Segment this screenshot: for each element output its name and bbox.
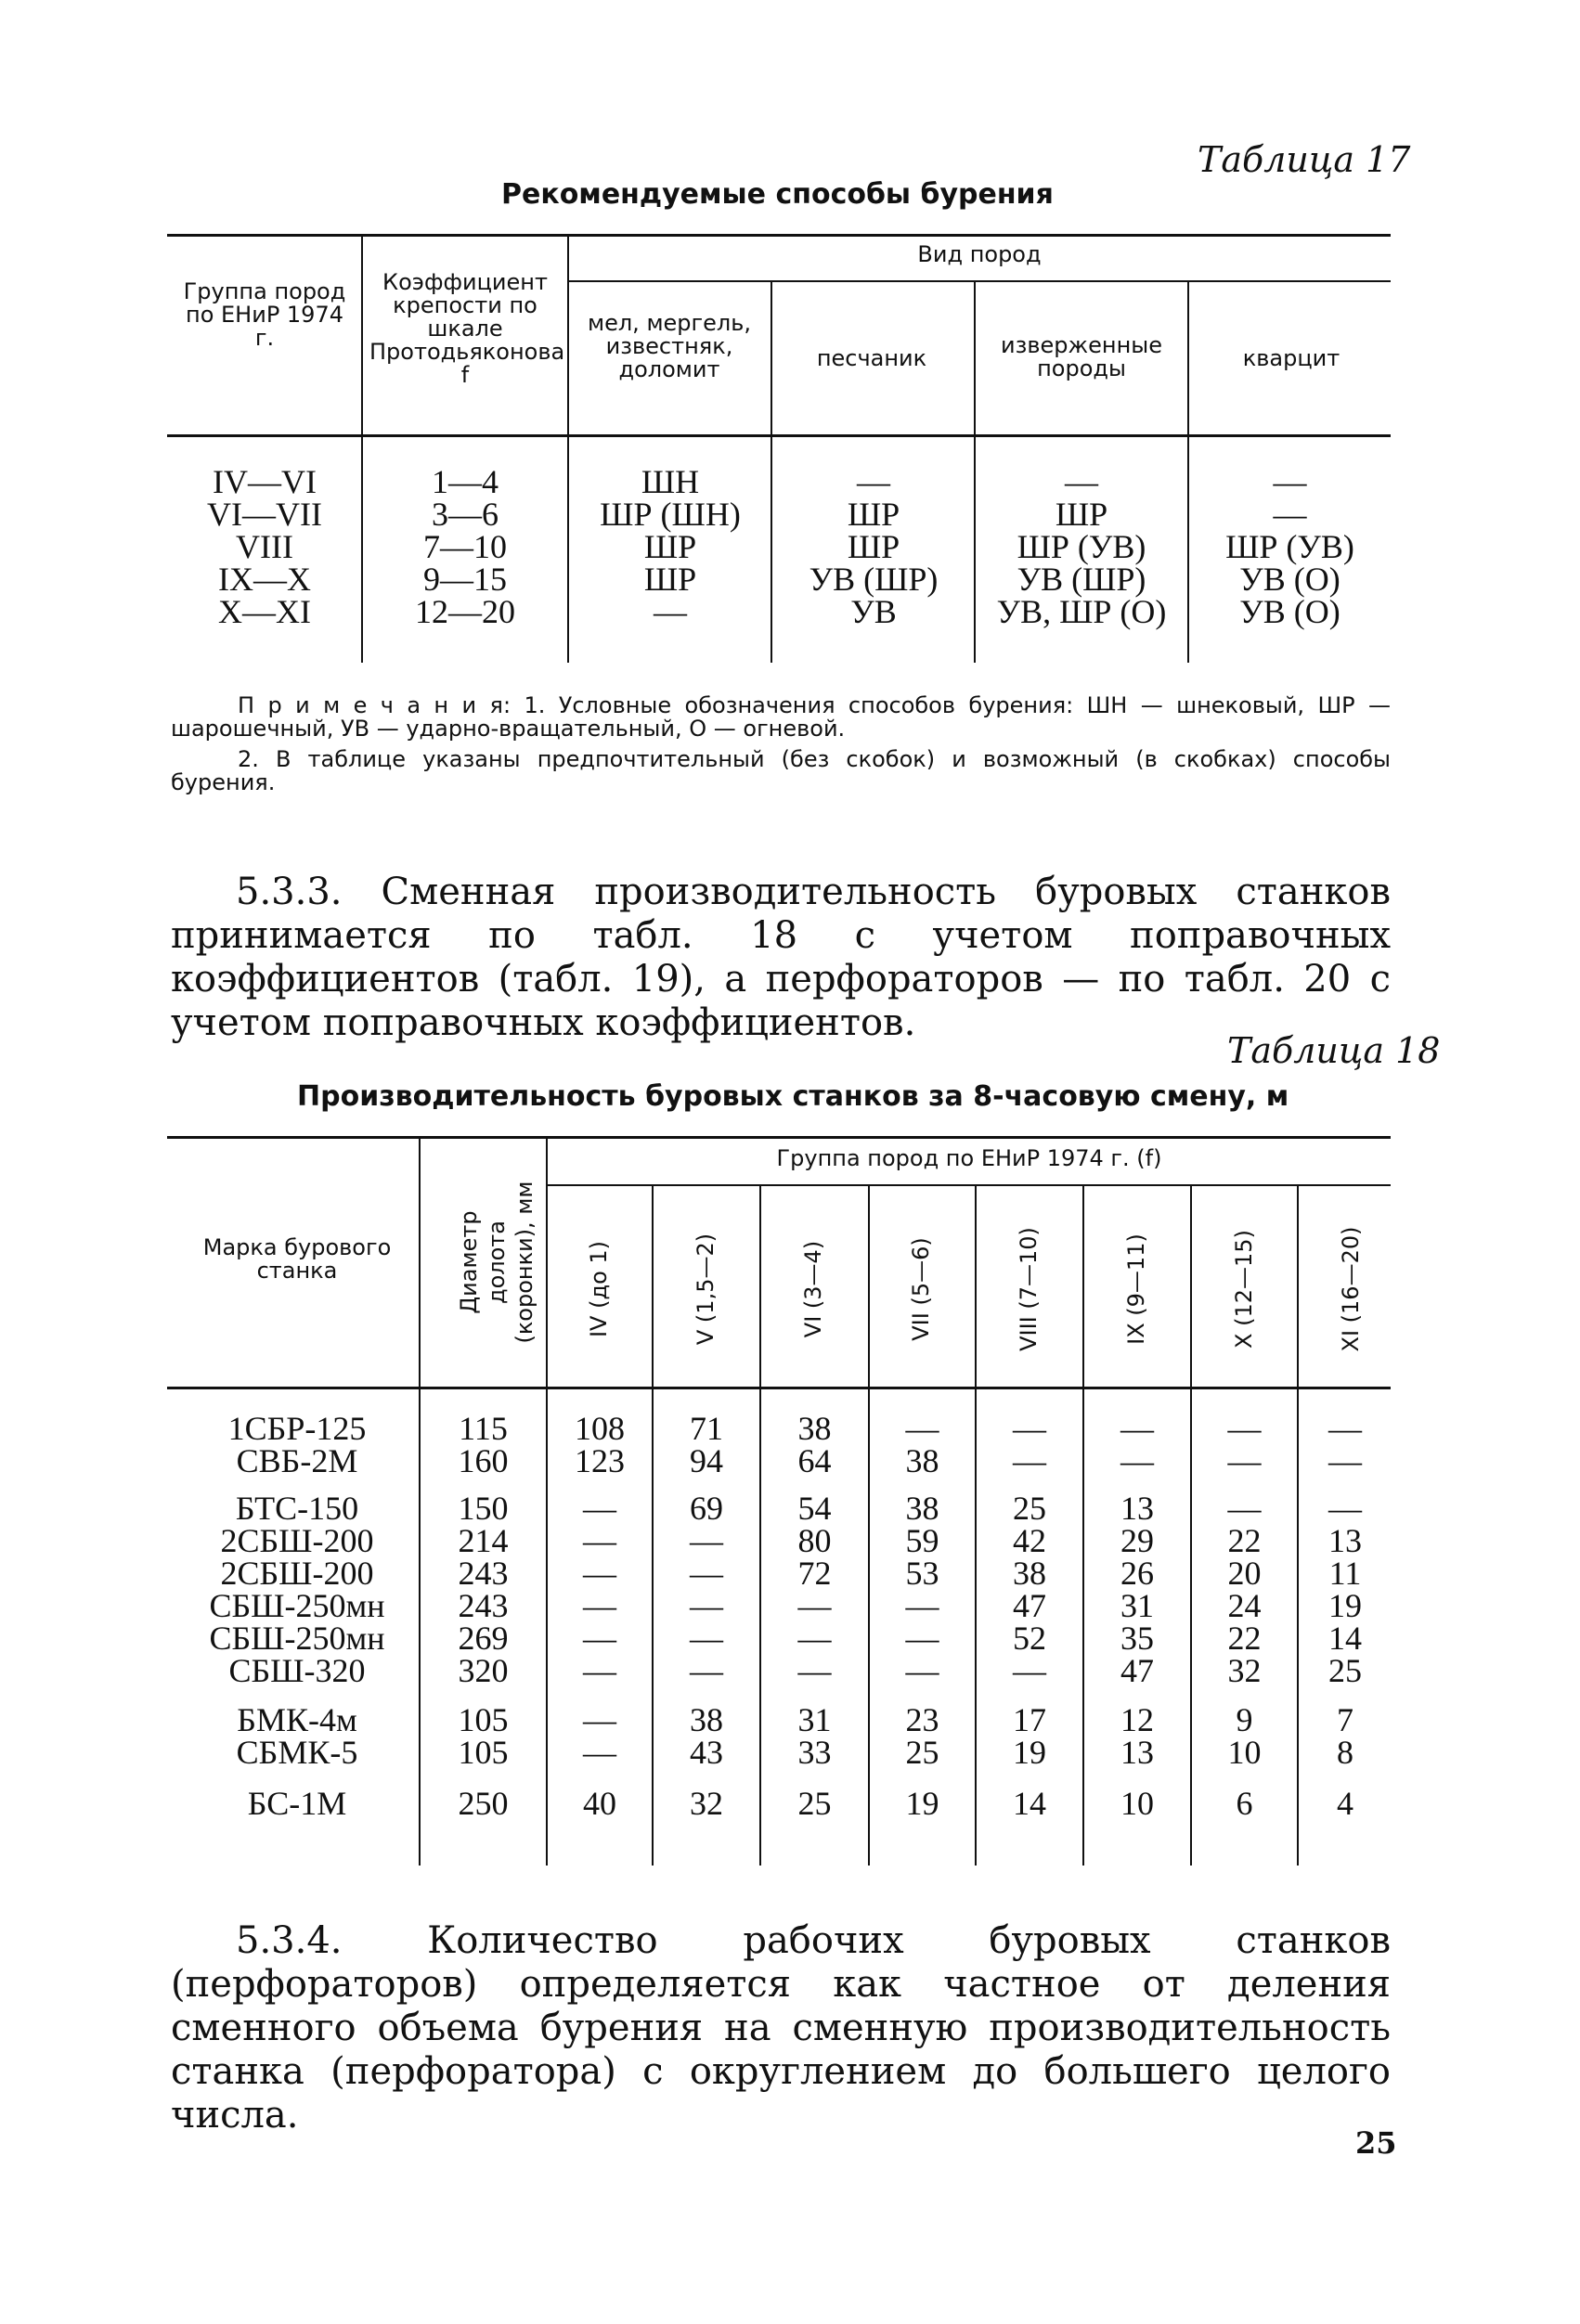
table-cell: —	[797, 1652, 832, 1689]
t18-block1-g	[1192, 1410, 1297, 1479]
table-cell: УВ (О)	[1239, 561, 1340, 598]
table-cell: 4	[1337, 1785, 1353, 1822]
t18-block1-brand	[176, 1410, 418, 1479]
t18-block1-g	[1084, 1410, 1190, 1479]
table-cell: —	[583, 1490, 616, 1527]
table-cell: —	[905, 1652, 939, 1689]
table-cell: VI—VII	[207, 496, 322, 533]
t18-block2-g	[548, 1492, 652, 1687]
table-cell: ШР (УВ)	[1017, 528, 1146, 565]
page-number: 25	[1355, 2125, 1397, 2161]
t18-block1-diam	[421, 1410, 546, 1479]
t18-block3-g	[654, 1701, 759, 1771]
table-cell: 52	[1013, 1620, 1046, 1657]
table-cell: 123	[575, 1442, 625, 1479]
t17-header-izverzh: изверженные породы	[1001, 332, 1162, 381]
t18-block4-brand	[176, 1785, 418, 1822]
t18-block4-g	[870, 1785, 975, 1822]
table-cell: 25	[797, 1785, 832, 1822]
t17-header-coef: Коэффициент крепости по шкале Протодьяконова f	[369, 269, 565, 388]
table-cell: —	[690, 1522, 723, 1559]
table-cell: 19	[1013, 1734, 1046, 1771]
table-cell: 9	[1236, 1701, 1253, 1738]
table-cell: 10	[1120, 1785, 1154, 1822]
t18-block4-g	[1084, 1785, 1190, 1822]
table-cell: 69	[690, 1490, 723, 1527]
table-cell: 7	[1337, 1701, 1353, 1738]
table-cell: 2СБШ-200	[220, 1555, 374, 1592]
table-cell: —	[1227, 1490, 1262, 1527]
table-cell: СБШ-250мн	[209, 1587, 385, 1624]
t18-block2-brand	[176, 1492, 418, 1687]
table-cell: —	[1013, 1652, 1046, 1689]
table-cell: 2СБШ-200	[220, 1522, 374, 1559]
t17-header-rock-type: Вид пород	[917, 241, 1042, 267]
t17-header-group: Группа пород по ЕНиР 1974 г.	[183, 278, 346, 351]
table-cell: —	[1120, 1410, 1154, 1447]
table-cell: IX—X	[218, 561, 311, 598]
t18-block1-g	[870, 1410, 975, 1479]
table-cell: ШР (ШН)	[600, 496, 741, 533]
table-cell: 54	[797, 1490, 832, 1527]
table-cell: ШР	[643, 561, 697, 598]
table-cell: 13	[1120, 1490, 1154, 1527]
t18-block3-brand	[176, 1701, 418, 1771]
t18-header-group-v: V (1,5—2)	[693, 1233, 719, 1346]
t18-block3-g	[977, 1701, 1082, 1771]
table-cell: ШР	[847, 496, 900, 533]
t17-subheader-rule	[568, 280, 1391, 282]
t18-block4-g	[548, 1785, 652, 1822]
t17-col-coef	[369, 463, 561, 630]
table-cell: СБМК-5	[236, 1734, 358, 1771]
table-cell: —	[905, 1410, 939, 1447]
table-cell: 14	[1013, 1785, 1046, 1822]
table17-caption: Таблица 17	[1198, 139, 1411, 180]
table-cell: —	[690, 1652, 723, 1689]
table-cell: 53	[905, 1555, 939, 1592]
t17-top-rule	[167, 234, 1391, 237]
table-cell: УВ (О)	[1239, 593, 1340, 630]
t18-header-group-vii: VII (5—6)	[908, 1237, 934, 1341]
table-cell: VIII	[236, 528, 293, 565]
table-cell: УВ (ШР)	[1017, 561, 1146, 598]
t18-block3-g	[1084, 1701, 1190, 1771]
table-cell: —	[1328, 1442, 1362, 1479]
table-cell: 38	[905, 1490, 939, 1527]
t18-block2-g	[1299, 1492, 1392, 1687]
table-cell: 25	[905, 1734, 939, 1771]
table-cell: —	[690, 1555, 723, 1592]
table-cell: 7—10	[423, 528, 507, 565]
table-cell: 72	[797, 1555, 832, 1592]
table-cell: 14	[1328, 1620, 1362, 1657]
table-cell: —	[690, 1587, 723, 1624]
t18-block4-g	[1192, 1785, 1297, 1822]
table-cell: УВ (ШР)	[809, 561, 939, 598]
table18-caption: Таблица 18	[1227, 1030, 1441, 1071]
table-cell: 12	[1120, 1701, 1154, 1738]
table-cell: —	[1328, 1490, 1362, 1527]
table17-title: Рекомендуемые способы бурения	[501, 178, 1054, 211]
t18-block2-g	[870, 1492, 975, 1687]
table-cell: 38	[690, 1701, 723, 1738]
paragraph-5-3-3: 5.3.3. Сменная производительность буровых станков принимается по табл. 18 с учетом поправочных коэффициентов (табл. 19), а перфораторов — по табл. 20 с учетом поправочных коэффициентов.	[171, 871, 1391, 1044]
table-cell: СБШ-320	[228, 1652, 366, 1689]
table-cell: 25	[1013, 1490, 1046, 1527]
t18-block3-diam	[421, 1701, 546, 1771]
table-cell: 150	[458, 1490, 509, 1527]
table-cell: 23	[905, 1701, 939, 1738]
table-cell: 6	[1236, 1785, 1253, 1822]
table-cell: 1—4	[432, 463, 499, 500]
table-cell: 1СБР-125	[227, 1410, 367, 1447]
table-cell: 243	[458, 1587, 509, 1624]
t18-block4-g	[654, 1785, 759, 1822]
t18-header-group-iv: IV (до 1)	[586, 1240, 612, 1338]
table-cell: 94	[690, 1442, 723, 1479]
t18-header-group-viii: VIII (7—10)	[1016, 1227, 1042, 1351]
table-cell: 42	[1013, 1522, 1046, 1559]
table-cell: 80	[797, 1522, 832, 1559]
table-cell: 32	[1227, 1652, 1262, 1689]
table-cell: 29	[1120, 1522, 1154, 1559]
table-cell: —	[1273, 496, 1307, 533]
t17-header-rule	[167, 434, 1391, 437]
table-cell: —	[690, 1620, 723, 1657]
table-cell: 115	[459, 1410, 508, 1447]
table-cell: 9—15	[423, 561, 507, 598]
t18-block4-diam	[421, 1785, 546, 1822]
table-cell: СВБ-2М	[236, 1442, 358, 1479]
table-cell: 47	[1013, 1587, 1046, 1624]
t17-col-mel	[569, 463, 771, 630]
t18-block1-g	[977, 1410, 1082, 1479]
table-cell: 105	[458, 1734, 509, 1771]
t18-block3-g	[870, 1701, 975, 1771]
t18-block2-g	[1192, 1492, 1297, 1687]
table-cell: 243	[458, 1555, 509, 1592]
paragraph-5-3-4: 5.3.4. Количество рабочих буровых станков (перфораторов) определяется как частное от деления сменного объема бурения на сменную производительность станка (перфоратора) с округлением до большего целого числа.	[171, 1919, 1391, 2137]
t18-block1-g	[1299, 1410, 1392, 1479]
t18-block2-g	[1084, 1492, 1190, 1687]
table-cell: 10	[1227, 1734, 1262, 1771]
table-cell: БТС-150	[235, 1490, 359, 1527]
table-cell: 24	[1227, 1587, 1262, 1624]
table-cell: 25	[1328, 1652, 1362, 1689]
table-cell: УВ	[850, 593, 897, 630]
table-cell: 108	[575, 1410, 625, 1447]
table-cell: —	[654, 593, 687, 630]
t18-block2-g	[761, 1492, 868, 1687]
table-cell: 269	[458, 1620, 509, 1657]
table-cell: 214	[458, 1522, 509, 1559]
table-cell: —	[1328, 1410, 1362, 1447]
t18-block1-g	[654, 1410, 759, 1479]
t17-col-kvarcit	[1189, 463, 1391, 630]
table-cell: 38	[797, 1410, 832, 1447]
table-cell: —	[583, 1620, 616, 1657]
t18-block3-g	[548, 1701, 652, 1771]
t18-top-rule	[167, 1136, 1391, 1139]
t18-header-brand: Марка бурового станка	[202, 1234, 392, 1284]
table-cell: 64	[797, 1442, 832, 1479]
t18-header-group-ix: IX (9—11)	[1123, 1233, 1149, 1345]
t18-block3-g	[1299, 1701, 1392, 1771]
table-cell: 105	[458, 1701, 509, 1738]
t18-block4-g	[1299, 1785, 1392, 1822]
table-cell: ШР	[643, 528, 697, 565]
t18-block1-g	[761, 1410, 868, 1479]
table-cell: —	[1013, 1410, 1046, 1447]
table-cell: —	[583, 1522, 616, 1559]
table-cell: —	[797, 1587, 832, 1624]
table-cell: 47	[1120, 1652, 1154, 1689]
table-cell: 17	[1013, 1701, 1046, 1738]
table-cell: —	[1120, 1442, 1154, 1479]
t18-header-rule	[167, 1387, 1391, 1389]
table-cell: ШН	[641, 463, 700, 500]
table-cell: СБШ-250мн	[209, 1620, 385, 1657]
table-cell: —	[1273, 463, 1307, 500]
t18-header-group-xi: XI (16—20)	[1338, 1226, 1364, 1352]
t17-header-peschanik: песчаник	[816, 345, 927, 371]
t18-block2-g	[977, 1492, 1082, 1687]
t18-header-group-x: X (12—15)	[1231, 1230, 1257, 1349]
t17-col-izverzh	[976, 463, 1187, 630]
table-cell: 38	[1013, 1555, 1046, 1592]
table-cell: 160	[458, 1442, 509, 1479]
t18-block2-g	[654, 1492, 759, 1687]
table-cell: —	[1013, 1442, 1046, 1479]
t17-header-kvarcit: кварцит	[1242, 345, 1340, 371]
table-cell: 31	[1120, 1587, 1154, 1624]
table-cell: —	[797, 1620, 832, 1657]
t18-header-diameter: Диаметр долота (коронки), мм	[456, 1181, 537, 1344]
table-cell: 40	[583, 1785, 616, 1822]
table-cell: 33	[797, 1734, 832, 1771]
table-cell: —	[583, 1701, 616, 1738]
table-cell: IV—VI	[213, 463, 317, 500]
t18-header-group-vi: VI (3—4)	[800, 1240, 826, 1338]
table-cell: —	[583, 1734, 616, 1771]
table-cell: 19	[1328, 1587, 1362, 1624]
table-cell: —	[1065, 463, 1098, 500]
table-cell: —	[905, 1620, 939, 1657]
t18-block4-g	[977, 1785, 1082, 1822]
t17-note-1: П р и м е ч а н и я: 1. Условные обозначения способов бурения: ШН — шнековый, ШР — шарошечный, УВ — ударно-вращательный, О — огневой.	[171, 692, 1391, 742]
table-cell: —	[1227, 1410, 1262, 1447]
table-cell: —	[583, 1652, 616, 1689]
t18-block2-diam	[421, 1492, 546, 1687]
table-cell: X—XI	[218, 593, 311, 630]
t17-col-group	[181, 463, 348, 630]
table-cell: 32	[690, 1785, 723, 1822]
table-cell: 35	[1120, 1620, 1154, 1657]
table18-title: Производительность буровых станков за 8-часовую смену, м	[297, 1080, 1289, 1113]
table-cell: —	[857, 463, 890, 500]
table-cell: —	[583, 1555, 616, 1592]
t18-subheader-rule	[548, 1184, 1391, 1186]
table-cell: 71	[690, 1410, 723, 1447]
table-cell: УВ, ШР (О)	[996, 593, 1167, 630]
t18-header-group: Группа пород по ЕНиР 1974 г. (f)	[776, 1145, 1162, 1171]
table-cell: 13	[1328, 1522, 1362, 1559]
table-cell: 43	[690, 1734, 723, 1771]
table-cell: 22	[1227, 1522, 1262, 1559]
t17-note-2: 2. В таблице указаны предпочтительный (без скобок) и возможный (в скобках) способы бурения.	[171, 746, 1391, 795]
t18-block3-g	[1192, 1701, 1297, 1771]
table-cell: ШР (УВ)	[1225, 528, 1354, 565]
table-cell: 59	[905, 1522, 939, 1559]
t18-block3-g	[761, 1701, 868, 1771]
table-cell: —	[1227, 1442, 1262, 1479]
table-cell: 26	[1120, 1555, 1154, 1592]
table-cell: 3—6	[432, 496, 499, 533]
table-cell: 38	[905, 1442, 939, 1479]
t17-vline	[361, 236, 363, 663]
table-cell: 31	[797, 1701, 832, 1738]
table-cell: 320	[458, 1652, 509, 1689]
t17-col-peschanik	[772, 463, 975, 630]
table-cell: 20	[1227, 1555, 1262, 1592]
t18-block4-g	[761, 1785, 868, 1822]
table-cell: ШР	[847, 528, 900, 565]
table-cell: 13	[1120, 1734, 1154, 1771]
table-cell: 11	[1328, 1555, 1362, 1592]
table-cell: 12—20	[415, 593, 515, 630]
table-cell: —	[905, 1587, 939, 1624]
table-cell: 19	[905, 1785, 939, 1822]
table-cell: 22	[1227, 1620, 1262, 1657]
table-cell: БС-1М	[247, 1785, 347, 1822]
table-cell: 250	[458, 1785, 509, 1822]
table-cell: БМК-4м	[237, 1701, 357, 1738]
t17-header-mel: мел, мергель, известняк, доломит	[587, 310, 752, 382]
table-cell: ШР	[1055, 496, 1108, 533]
table-cell: —	[583, 1587, 616, 1624]
t18-block1-g	[548, 1410, 652, 1479]
table-cell: 8	[1337, 1734, 1353, 1771]
